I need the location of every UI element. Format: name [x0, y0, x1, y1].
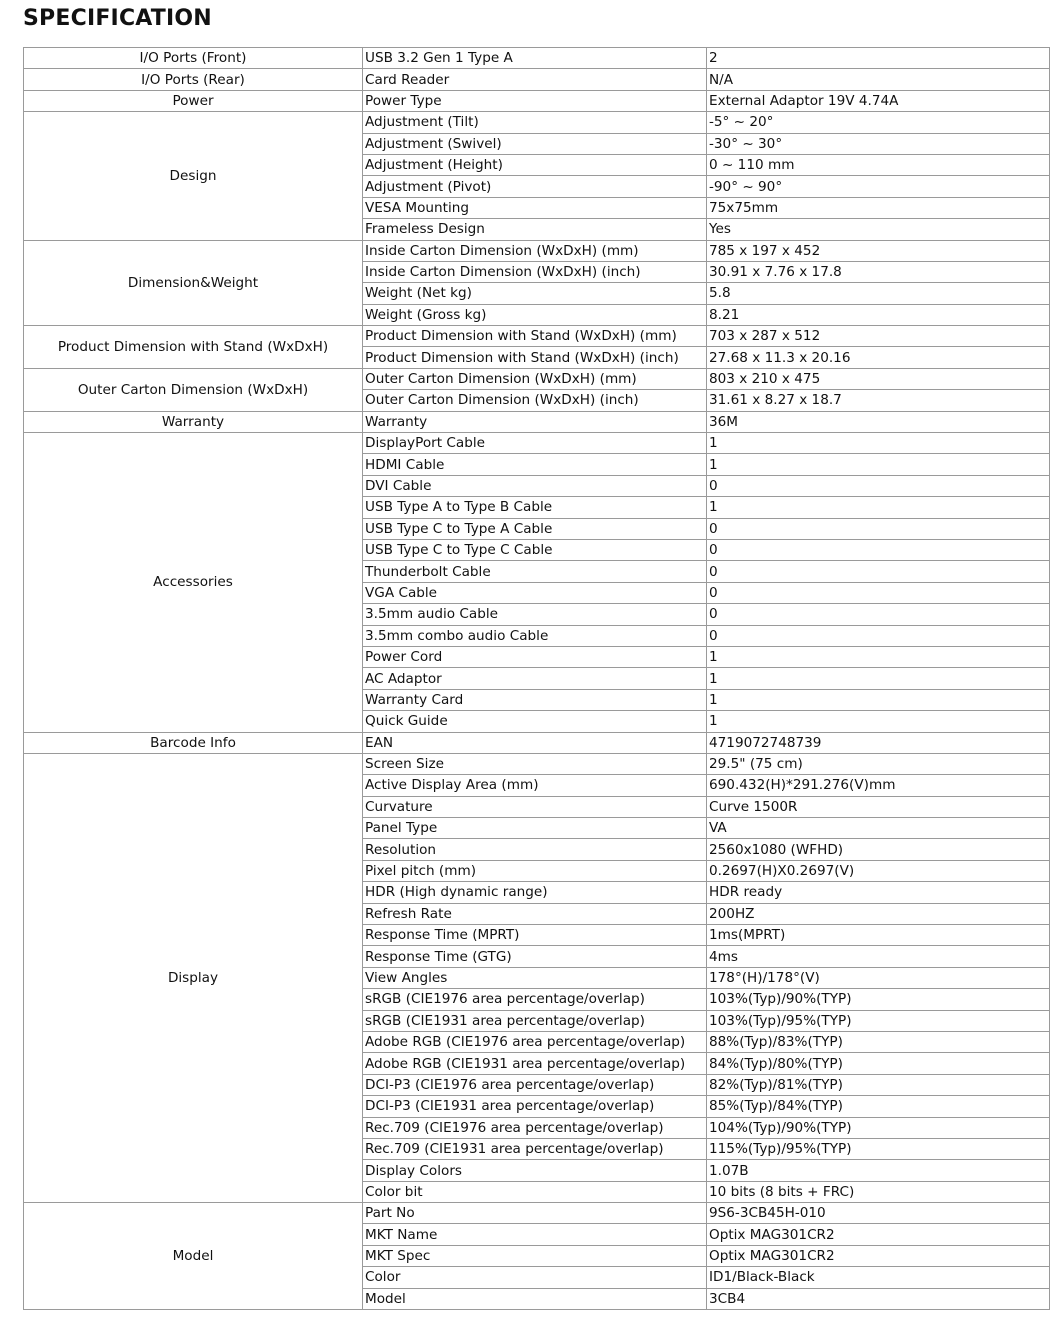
spec-value-cell: 2 — [707, 48, 1050, 69]
spec-value-cell: 82%(Typ)/81%(TYP) — [707, 1074, 1050, 1095]
spec-label-cell: 3.5mm combo audio Cable — [363, 625, 707, 646]
table-row — [24, 240, 1050, 261]
spec-label-cell: Warranty — [363, 411, 707, 432]
category-cell: Barcode Info — [24, 732, 363, 753]
spec-value-cell: 0 — [707, 625, 1050, 646]
spec-label-cell: Color — [363, 1267, 707, 1288]
category-cell: I/O Ports (Front) — [24, 48, 363, 69]
table-row — [24, 368, 1050, 389]
spec-value-cell: 0 — [707, 539, 1050, 560]
spec-value-cell: N/A — [707, 69, 1050, 90]
spec-label-cell: Refresh Rate — [363, 903, 707, 924]
table-row — [24, 1203, 1050, 1224]
spec-label-cell: Color bit — [363, 1181, 707, 1202]
spec-table-body — [24, 48, 1050, 1310]
spec-label-cell: Quick Guide — [363, 711, 707, 732]
spec-value-cell: 0 ~ 110 mm — [707, 154, 1050, 175]
spec-value-cell: 785 x 197 x 452 — [707, 240, 1050, 261]
spec-label-cell: EAN — [363, 732, 707, 753]
spec-label-cell: USB Type A to Type B Cable — [363, 497, 707, 518]
spec-label-cell: Outer Carton Dimension (WxDxH) (mm) — [363, 368, 707, 389]
category-cell: Power — [24, 90, 363, 111]
spec-value-cell: 0 — [707, 604, 1050, 625]
spec-value-cell: External Adaptor 19V 4.74A — [707, 90, 1050, 111]
spec-value-cell: 31.61 x 8.27 x 18.7 — [707, 390, 1050, 411]
category-cell: Warranty — [24, 411, 363, 432]
spec-label-cell: Inside Carton Dimension (WxDxH) (mm) — [363, 240, 707, 261]
spec-label-cell: Power Cord — [363, 646, 707, 667]
spec-value-cell: 8.21 — [707, 304, 1050, 325]
spec-label-cell: Frameless Design — [363, 219, 707, 240]
spec-value-cell: 85%(Typ)/84%(TYP) — [707, 1096, 1050, 1117]
spec-value-cell: 10 bits (8 bits + FRC) — [707, 1181, 1050, 1202]
spec-label-cell: Panel Type — [363, 818, 707, 839]
spec-value-cell: Curve 1500R — [707, 796, 1050, 817]
spec-value-cell: 27.68 x 11.3 x 20.16 — [707, 347, 1050, 368]
spec-label-cell: AC Adaptor — [363, 668, 707, 689]
table-row — [24, 69, 1050, 90]
category-cell: Design — [24, 112, 363, 240]
spec-label-cell: sRGB (CIE1976 area percentage/overlap) — [363, 989, 707, 1010]
table-row — [24, 90, 1050, 111]
spec-value-cell: VA — [707, 818, 1050, 839]
spec-value-cell: 1ms(MPRT) — [707, 925, 1050, 946]
spec-label-cell: 3.5mm audio Cable — [363, 604, 707, 625]
spec-value-cell: 1 — [707, 689, 1050, 710]
spec-value-cell: Optix MAG301CR2 — [707, 1224, 1050, 1245]
spec-label-cell: USB Type C to Type C Cable — [363, 539, 707, 560]
table-row — [24, 48, 1050, 69]
table-row — [24, 411, 1050, 432]
spec-label-cell: DVI Cable — [363, 475, 707, 496]
spec-value-cell: 0 — [707, 475, 1050, 496]
spec-label-cell: Active Display Area (mm) — [363, 775, 707, 796]
spec-label-cell: Adjustment (Tilt) — [363, 112, 707, 133]
spec-label-cell: Rec.709 (CIE1976 area percentage/overlap) — [363, 1117, 707, 1138]
spec-label-cell: Adobe RGB (CIE1976 area percentage/overlap) — [363, 1031, 707, 1052]
spec-label-cell: Model — [363, 1288, 707, 1309]
spec-label-cell: USB Type C to Type A Cable — [363, 518, 707, 539]
spec-value-cell: 703 x 287 x 512 — [707, 326, 1050, 347]
spec-label-cell: Weight (Gross kg) — [363, 304, 707, 325]
spec-label-cell: Thunderbolt Cable — [363, 561, 707, 582]
spec-value-cell: 0 — [707, 582, 1050, 603]
spec-value-cell: 1 — [707, 646, 1050, 667]
spec-label-cell: DCI-P3 (CIE1931 area percentage/overlap) — [363, 1096, 707, 1117]
spec-label-cell: Part No — [363, 1203, 707, 1224]
spec-label-cell: Card Reader — [363, 69, 707, 90]
category-cell: I/O Ports (Rear) — [24, 69, 363, 90]
spec-value-cell: 30.91 x 7.76 x 17.8 — [707, 261, 1050, 282]
category-cell: Model — [24, 1203, 363, 1310]
table-row — [24, 112, 1050, 133]
spec-label-cell: Outer Carton Dimension (WxDxH) (inch) — [363, 390, 707, 411]
spec-value-cell: ID1/Black-Black — [707, 1267, 1050, 1288]
spec-value-cell: 178°(H)/178°(V) — [707, 967, 1050, 988]
spec-value-cell: 690.432(H)*291.276(V)mm — [707, 775, 1050, 796]
spec-label-cell: Curvature — [363, 796, 707, 817]
spec-value-cell: -5° ~ 20° — [707, 112, 1050, 133]
spec-value-cell: 104%(Typ)/90%(TYP) — [707, 1117, 1050, 1138]
spec-label-cell: Display Colors — [363, 1160, 707, 1181]
spec-value-cell: Optix MAG301CR2 — [707, 1245, 1050, 1266]
spec-label-cell: DisplayPort Cable — [363, 433, 707, 454]
spec-label-cell: Product Dimension with Stand (WxDxH) (mm) — [363, 326, 707, 347]
spec-value-cell: 84%(Typ)/80%(TYP) — [707, 1053, 1050, 1074]
spec-value-cell: 88%(Typ)/83%(TYP) — [707, 1031, 1050, 1052]
spec-value-cell: 803 x 210 x 475 — [707, 368, 1050, 389]
category-cell: Dimension&Weight — [24, 240, 363, 326]
spec-label-cell: Inside Carton Dimension (WxDxH) (inch) — [363, 261, 707, 282]
spec-label-cell: View Angles — [363, 967, 707, 988]
spec-label-cell: HDR (High dynamic range) — [363, 882, 707, 903]
spec-value-cell: -90° ~ 90° — [707, 176, 1050, 197]
spec-value-cell: 200HZ — [707, 903, 1050, 924]
spec-label-cell: Response Time (MPRT) — [363, 925, 707, 946]
spec-value-cell: 1 — [707, 433, 1050, 454]
spec-label-cell: HDMI Cable — [363, 454, 707, 475]
table-row — [24, 326, 1050, 347]
spec-label-cell: Adobe RGB (CIE1931 area percentage/overlap) — [363, 1053, 707, 1074]
spec-label-cell: Power Type — [363, 90, 707, 111]
spec-label-cell: USB 3.2 Gen 1 Type A — [363, 48, 707, 69]
spec-value-cell: 0 — [707, 518, 1050, 539]
spec-value-cell: 1 — [707, 497, 1050, 518]
spec-value-cell: 5.8 — [707, 283, 1050, 304]
spec-value-cell: 2560x1080 (WFHD) — [707, 839, 1050, 860]
category-cell: Outer Carton Dimension (WxDxH) — [24, 368, 363, 411]
spec-value-cell: 9S6-3CB45H-010 — [707, 1203, 1050, 1224]
page-title: SPECIFICATION — [23, 6, 212, 31]
spec-label-cell: Pixel pitch (mm) — [363, 860, 707, 881]
spec-value-cell: 1 — [707, 454, 1050, 475]
spec-value-cell: 0.2697(H)X0.2697(V) — [707, 860, 1050, 881]
spec-label-cell: Screen Size — [363, 753, 707, 774]
spec-value-cell: HDR ready — [707, 882, 1050, 903]
table-row — [24, 732, 1050, 753]
table-row — [24, 753, 1050, 774]
spec-value-cell: -30° ~ 30° — [707, 133, 1050, 154]
spec-label-cell: Adjustment (Swivel) — [363, 133, 707, 154]
category-cell: Display — [24, 753, 363, 1202]
spec-label-cell: Adjustment (Pivot) — [363, 176, 707, 197]
spec-label-cell: Product Dimension with Stand (WxDxH) (inch) — [363, 347, 707, 368]
spec-value-cell: 75x75mm — [707, 197, 1050, 218]
spec-label-cell: VESA Mounting — [363, 197, 707, 218]
spec-label-cell: Rec.709 (CIE1931 area percentage/overlap) — [363, 1138, 707, 1159]
spec-label-cell: Resolution — [363, 839, 707, 860]
spec-value-cell: 103%(Typ)/95%(TYP) — [707, 1010, 1050, 1031]
spec-value-cell: 29.5" (75 cm) — [707, 753, 1050, 774]
spec-value-cell: 1 — [707, 711, 1050, 732]
spec-label-cell: Response Time (GTG) — [363, 946, 707, 967]
spec-value-cell: 4ms — [707, 946, 1050, 967]
spec-value-cell: 1 — [707, 668, 1050, 689]
spec-table — [23, 47, 1050, 1310]
spec-value-cell: 36M — [707, 411, 1050, 432]
spec-value-cell: 4719072748739 — [707, 732, 1050, 753]
table-row — [24, 433, 1050, 454]
spec-label-cell: DCI-P3 (CIE1976 area percentage/overlap) — [363, 1074, 707, 1095]
category-cell: Accessories — [24, 433, 363, 732]
spec-label-cell: VGA Cable — [363, 582, 707, 603]
spec-value-cell: 115%(Typ)/95%(TYP) — [707, 1138, 1050, 1159]
spec-label-cell: Weight (Net kg) — [363, 283, 707, 304]
spec-label-cell: MKT Name — [363, 1224, 707, 1245]
spec-label-cell: Warranty Card — [363, 689, 707, 710]
spec-label-cell: Adjustment (Height) — [363, 154, 707, 175]
spec-value-cell: Yes — [707, 219, 1050, 240]
spec-value-cell: 103%(Typ)/90%(TYP) — [707, 989, 1050, 1010]
spec-label-cell: MKT Spec — [363, 1245, 707, 1266]
category-cell: Product Dimension with Stand (WxDxH) — [24, 326, 363, 369]
spec-value-cell: 1.07B — [707, 1160, 1050, 1181]
spec-value-cell: 0 — [707, 561, 1050, 582]
spec-label-cell: sRGB (CIE1931 area percentage/overlap) — [363, 1010, 707, 1031]
spec-value-cell: 3CB4 — [707, 1288, 1050, 1309]
